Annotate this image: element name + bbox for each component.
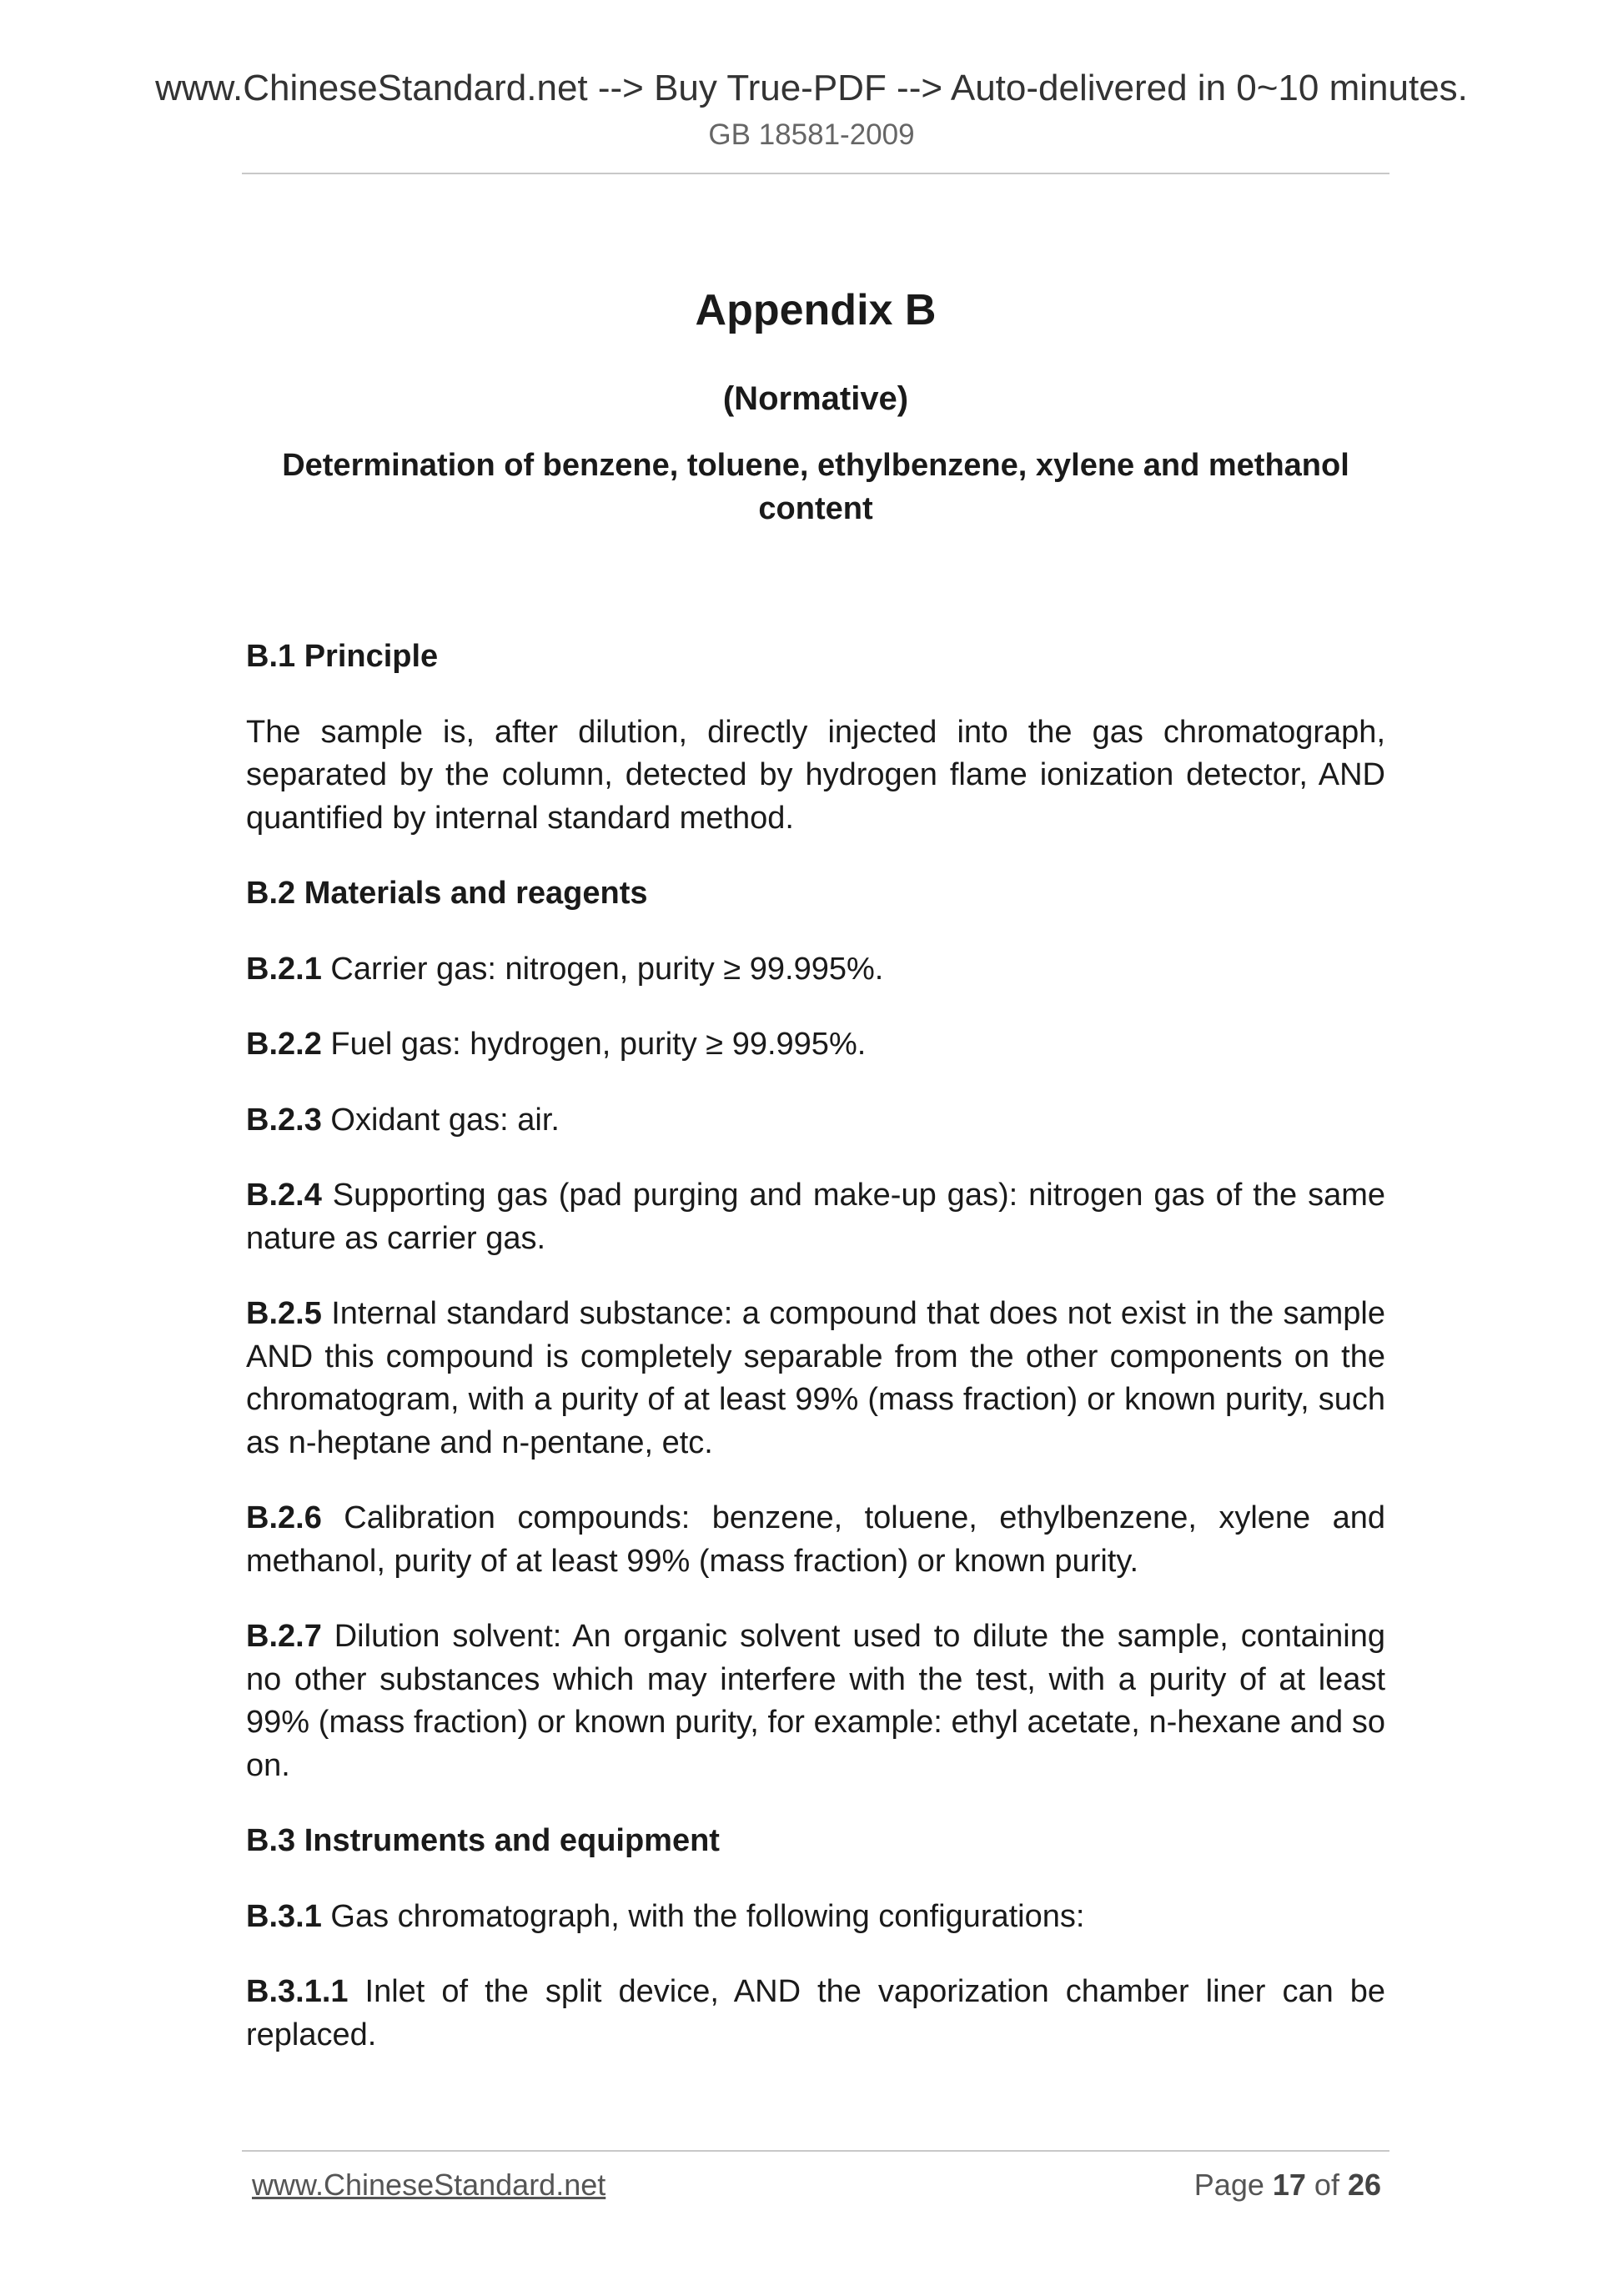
clause-text: Dilution solvent: An organic solvent used to dilute the sample, containing no other substances which may interfere with the test, with a purity of at least 99% (mass fraction) or known purity, for example: ethyl acetate, n-hexane and so on. <box>246 1619 1385 1783</box>
clause-number: B.2.1 <box>246 951 322 987</box>
clause-text: Inlet of the split device, AND the vaporization chamber liner can be replaced. <box>246 1974 1385 2052</box>
clause <box>246 1896 1385 1939</box>
paragraph: The sample is, after dilution, directly injected into the gas chromatograph, separated by the column, detected by hydrogen flame ionization detector, AND quantified by internal standard method. <box>246 714 1385 836</box>
clause-number: B.3.1 <box>246 1898 322 1934</box>
clause <box>246 1174 1385 1260</box>
section-heading: B.2 Materials and reagents <box>246 876 648 911</box>
clause-number: B.2.5 <box>246 1296 322 1331</box>
clause-text: Fuel gas: hydrogen, purity ≥ 99.995%. <box>321 1027 867 1062</box>
total-pages: 26 <box>1347 2168 1381 2202</box>
appendix-heading: Determination of benzene, toluene, ethylbenzene, xylene and methanol content <box>282 448 1349 526</box>
clause-number: B.2.6 <box>246 1500 322 1535</box>
page-indicator: Page 17 of 26 <box>1193 2168 1381 2202</box>
clause-number: B.2.2 <box>246 1027 322 1062</box>
appendix-subtitle: (Normative) <box>722 380 909 417</box>
clause-text: Gas chromatograph, with the following configurations: <box>321 1898 1085 1934</box>
footer-divider <box>242 2150 1389 2152</box>
clause-number: B.2.3 <box>246 1102 322 1138</box>
clause <box>246 1615 1385 1787</box>
clause <box>246 1971 1385 2057</box>
clause-text: Calibration compounds: benzene, toluene, ethylbenzene, xylene and methanol, purity of at least 99% (mass fraction) or known purity. <box>246 1500 1385 1579</box>
clause <box>246 1023 1385 1067</box>
clause-text: Carrier gas: nitrogen, purity ≥ 99.995%. <box>321 951 884 987</box>
site-banner: www.ChineseStandard.net --> Buy True-PDF --> Auto-delivered in 0~10 minutes. <box>155 68 1468 108</box>
clause <box>246 1293 1385 1465</box>
clause <box>246 948 1385 992</box>
clause-number: B.2.7 <box>246 1619 322 1654</box>
clause-number: B.3.1.1 <box>246 1974 349 2009</box>
clause-text: Supporting gas (pad purging and make-up gas): nitrogen gas of the same nature as carrier gas. <box>246 1178 1385 1256</box>
clause <box>246 1497 1385 1583</box>
appendix-title: Appendix B <box>695 286 937 334</box>
section-heading: B.3 Instruments and equipment <box>246 1823 720 1858</box>
clause-number: B.2.4 <box>246 1178 322 1213</box>
clause-text: Internal standard substance: a compound that does not exist in the sample AND this compound is completely separable from the other components on the chromatogram, with a purity of at least 99% (mass fraction) or known purity, such as n-heptane and n-pentane, etc. <box>246 1296 1385 1460</box>
footer-site-link[interactable]: www.ChineseStandard.net <box>252 2168 606 2202</box>
section-heading: B.1 Principle <box>246 639 439 674</box>
current-page: 17 <box>1272 2168 1306 2202</box>
clause <box>246 1099 1385 1143</box>
header-divider <box>242 173 1389 174</box>
document-body <box>246 636 1385 2089</box>
standard-number: GB 18581-2009 <box>708 118 915 151</box>
clause-text: Oxidant gas: air. <box>321 1102 560 1138</box>
